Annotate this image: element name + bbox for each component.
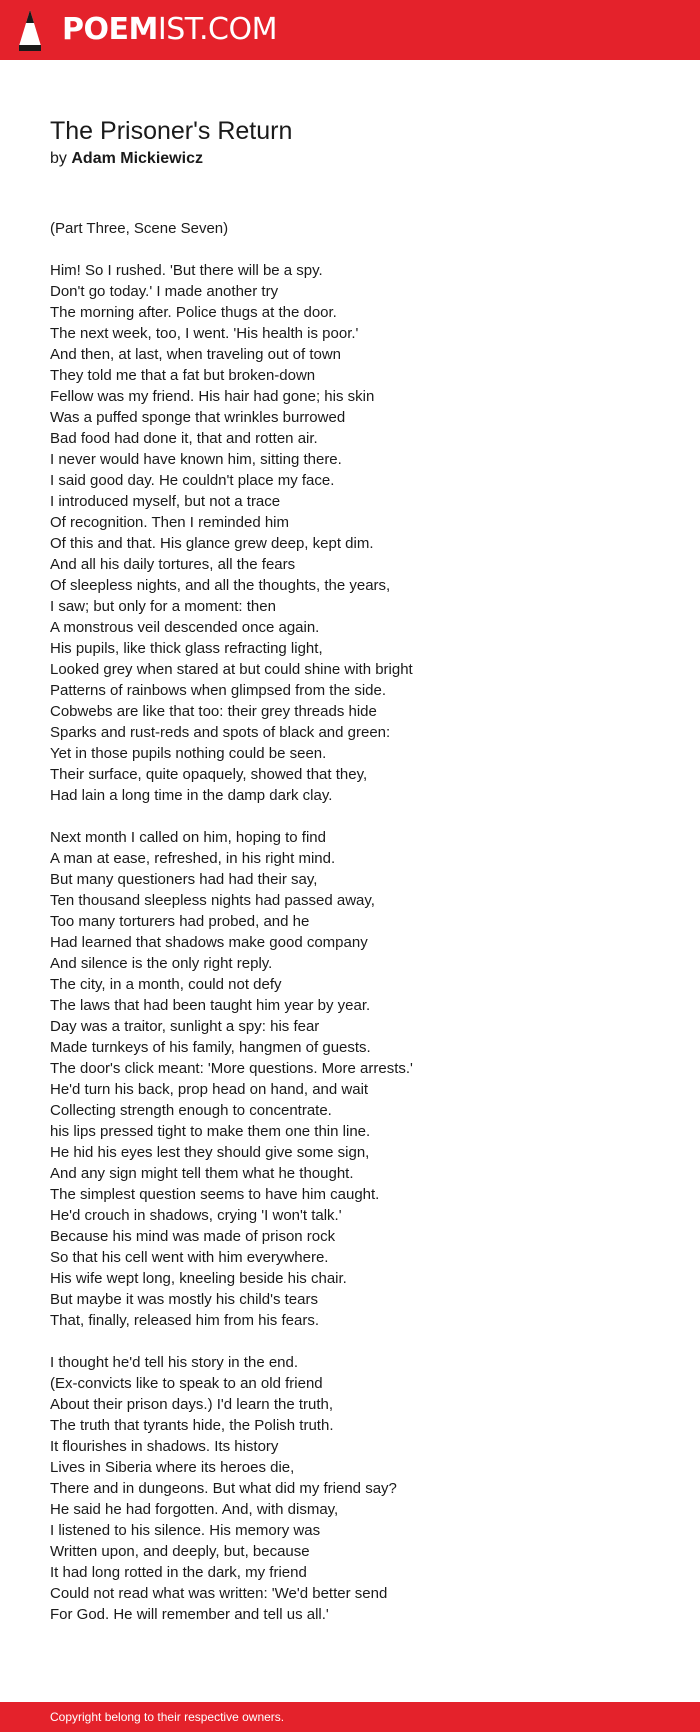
site-header bbox=[0, 0, 700, 60]
poem-line: I introduced myself, but not a trace bbox=[50, 493, 281, 510]
poem-line: Written upon, and deeply, but, because bbox=[50, 1543, 310, 1560]
poem-line: (Part Three, Scene Seven) bbox=[50, 220, 229, 237]
poem-line: He'd turn his back, prop head on hand, and wait bbox=[50, 1081, 369, 1098]
poem-line: I listened to his silence. His memory was bbox=[50, 1522, 321, 1539]
poem-line: Ten thousand sleepless nights had passed away, bbox=[50, 892, 375, 909]
poem-line: The city, in a month, could not defy bbox=[50, 976, 282, 993]
poem-line: I thought he'd tell his story in the end. bbox=[50, 1354, 299, 1371]
poem-line: Because his mind was made of prison rock bbox=[50, 1228, 336, 1245]
poem-line: His wife wept long, kneeling beside his chair. bbox=[50, 1270, 347, 1287]
logo-light-text: IST.COM bbox=[157, 12, 277, 47]
stanza-gap bbox=[50, 239, 650, 260]
poem-line: his lips pressed tight to make them one thin line. bbox=[50, 1123, 371, 1140]
poem-line: I never would have known him, sitting there. bbox=[50, 451, 342, 468]
poem-line: Next month I called on him, hoping to find bbox=[50, 829, 326, 846]
poem-line: Cobwebs are like that too: their grey threads hide bbox=[50, 703, 377, 720]
poem-line: Could not read what was written: 'We'd better send bbox=[50, 1585, 388, 1602]
poem-line: Don't go today.' I made another try bbox=[50, 283, 279, 300]
poem-line: The simplest question seems to have him caught. bbox=[50, 1186, 380, 1203]
stanza-gap bbox=[50, 806, 650, 827]
site-logo[interactable] bbox=[62, 10, 277, 50]
poem-line: He'd crouch in shadows, crying 'I won't talk.' bbox=[50, 1207, 342, 1224]
poem-line: Was a puffed sponge that wrinkles burrowed bbox=[50, 409, 346, 426]
poem-line: There and in dungeons. But what did my friend say? bbox=[50, 1480, 397, 1497]
poem-line: He hid his eyes lest they should give some sign, bbox=[50, 1144, 370, 1161]
poem-line: Collecting strength enough to concentrate. bbox=[50, 1102, 332, 1119]
poem-line: But maybe it was mostly his child's tears bbox=[50, 1291, 318, 1308]
poem-line: It had long rotted in the dark, my friend bbox=[50, 1564, 307, 1581]
poem-line: Day was a traitor, sunlight a spy: his fear bbox=[50, 1018, 320, 1035]
poem-line: Had lain a long time in the damp dark clay. bbox=[50, 787, 333, 804]
poem-line: (Ex-convicts like to speak to an old friend bbox=[50, 1375, 323, 1392]
poem-line: But many questioners had had their say, bbox=[50, 871, 318, 888]
poem-line: So that his cell went with him everywhere. bbox=[50, 1249, 329, 1266]
poem-line: It flourishes in shadows. Its history bbox=[50, 1438, 279, 1455]
poem-line: They told me that a fat but broken-down bbox=[50, 367, 316, 384]
poem-line: Him! So I rushed. 'But there will be a spy. bbox=[50, 262, 323, 279]
poem-line: His pupils, like thick glass refracting light, bbox=[50, 640, 323, 657]
poem-line: And any sign might tell them what he thought. bbox=[50, 1165, 354, 1182]
poem-line: Yet in those pupils nothing could be seen. bbox=[50, 745, 327, 762]
poem-line: Lives in Siberia where its heroes die, bbox=[50, 1459, 295, 1476]
byline bbox=[50, 148, 203, 170]
poem-line: About their prison days.) I'd learn the truth, bbox=[50, 1396, 334, 1413]
copyright-text: Copyright belong to their respective owners. bbox=[50, 1710, 285, 1724]
poem-line: Made turnkeys of his family, hangmen of guests. bbox=[50, 1039, 371, 1056]
logo-bold-text: POEM bbox=[62, 12, 158, 47]
poem-line: Looked grey when stared at but could shine with bright bbox=[50, 661, 413, 678]
poem-line: A man at ease, refreshed, in his right mind. bbox=[50, 850, 336, 867]
poem-line: A monstrous veil descended once again. bbox=[50, 619, 320, 636]
poem-body bbox=[50, 218, 650, 1625]
poem-line: Fellow was my friend. His hair had gone; his skin bbox=[50, 388, 375, 405]
poem-line: Of recognition. Then I reminded him bbox=[50, 514, 290, 531]
poem-line: Too many torturers had probed, and he bbox=[50, 913, 310, 930]
poem-line: The next week, too, I went. 'His health is poor.' bbox=[50, 325, 359, 342]
poem-line: And then, at last, when traveling out of town bbox=[50, 346, 342, 363]
poem-line: Sparks and rust-reds and spots of black and green: bbox=[50, 724, 391, 741]
poem-line: The door's click meant: 'More questions. More arrests.' bbox=[50, 1060, 413, 1077]
poem-line: Bad food had done it, that and rotten air. bbox=[50, 430, 318, 447]
poem-line: I saw; but only for a moment: then bbox=[50, 598, 276, 615]
poem-line: And silence is the only right reply. bbox=[50, 955, 273, 972]
poem-line: For God. He will remember and tell us all.' bbox=[50, 1606, 329, 1623]
poem-line: Of sleepless nights, and all the thoughts, the years, bbox=[50, 577, 391, 594]
author-link[interactable]: Adam Mickiewicz bbox=[71, 150, 203, 167]
stanza-gap bbox=[50, 1331, 650, 1352]
poem-line: He said he had forgotten. And, with dismay, bbox=[50, 1501, 339, 1518]
poem-line: The morning after. Police thugs at the door. bbox=[50, 304, 337, 321]
poem-title: The Prisoner's Return bbox=[50, 117, 293, 145]
poem-line: And all his daily tortures, all the fears bbox=[50, 556, 296, 573]
poem-line: Their surface, quite opaquely, showed that they, bbox=[50, 766, 368, 783]
poem-line: I said good day. He couldn't place my face. bbox=[50, 472, 335, 489]
poem-line: Had learned that shadows make good company bbox=[50, 934, 368, 951]
byline-prefix: by bbox=[50, 150, 67, 167]
poem-line: Patterns of rainbows when glimpsed from the side. bbox=[50, 682, 386, 699]
poem-line: Of this and that. His glance grew deep, kept dim. bbox=[50, 535, 374, 552]
site-footer bbox=[0, 1702, 700, 1732]
poem-line: The truth that tyrants hide, the Polish truth. bbox=[50, 1417, 334, 1434]
pencil-icon[interactable] bbox=[16, 8, 44, 52]
poem-line: That, finally, released him from his fears. bbox=[50, 1312, 319, 1329]
poem-line: The laws that had been taught him year by year. bbox=[50, 997, 371, 1014]
